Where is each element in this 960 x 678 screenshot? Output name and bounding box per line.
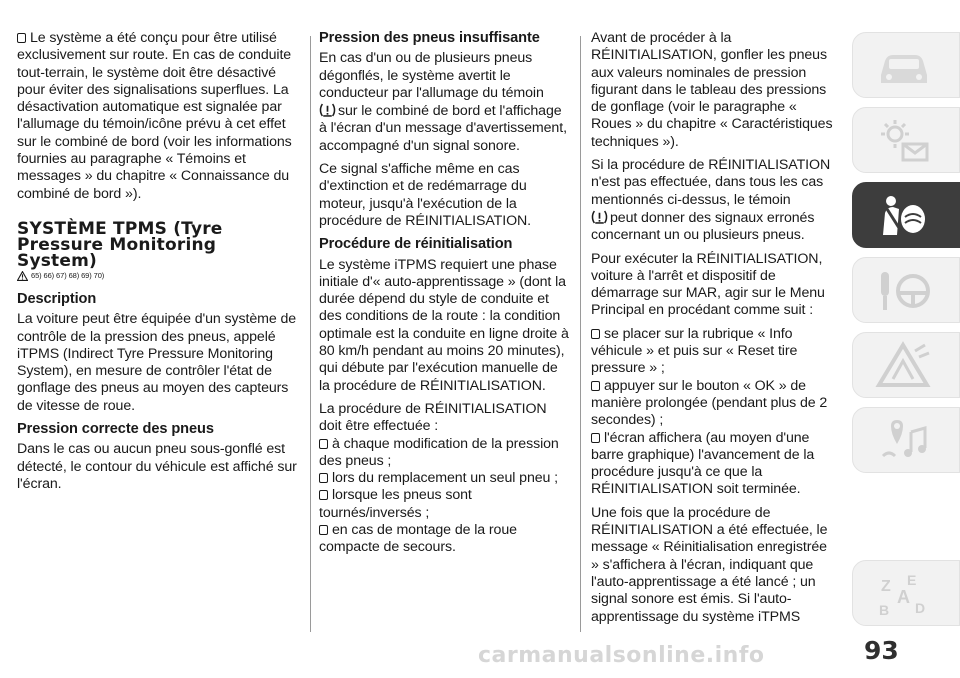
refs-text: 65) 66) 67) 68) 69) 70)	[31, 270, 105, 280]
chapter-tab-starting[interactable]	[852, 257, 960, 323]
chapter-tab-dashboard[interactable]	[852, 107, 960, 173]
column-3	[591, 30, 834, 632]
reinit-heading: Procédure de réinitialisation	[319, 236, 513, 253]
car-icon	[875, 41, 933, 91]
section-title: SYSTÈME TPMS (Tyre Pressure Monitoring System)	[17, 218, 223, 271]
chapter-tab-index[interactable]	[852, 560, 960, 626]
reinit-text: Le système iTPMS requiert une phase initiale d'« auto-apprentissage » (dont la durée dépend du style de conduite et des conditions de la route : la condition optimale est la conduite en ligne droite à 80 km/h pendant au moins 20 minutes), qui débute par l'exécution manuelle de la procédure de RÉINITIALISATION.	[319, 256, 569, 394]
alphabet-index-icon	[875, 569, 933, 619]
signal-text: Ce signal s'affiche même en cas d'extinction et de redémarrage du moteur, jusqu'à l'exécution de la procédure de RÉINITIALISATION.	[319, 161, 531, 229]
svg-text:Z: Z	[881, 578, 891, 595]
list-item: lorsque les pneus sont tournés/inversés ;	[319, 487, 472, 521]
warning-triangle-icon	[875, 341, 933, 391]
chapter-tab-safety[interactable]	[852, 182, 960, 248]
correct-pressure-text: Dans le cas ou aucun pneu sous-gonflé est détecté, le contour du véhicule est affiché sur l'écran.	[17, 441, 297, 492]
column-divider	[310, 36, 311, 632]
bullet-box-icon	[17, 33, 26, 43]
svg-text:A: A	[897, 587, 910, 607]
bullet-box-icon	[591, 433, 600, 443]
bullet-box-icon	[319, 439, 328, 449]
execute-text: Pour exécuter la RÉINITIALISATION, voiture à l'arrêt et dispositif de démarrage sur MAR, agir sur le Menu Principal en procédant comme suit :	[591, 250, 825, 319]
description-text: La voiture peut être équipée d'un système de contrôle de la pression des pneus, appelé iTPMS (Indirect Tyre Pressure Monitoring System), en mesure de contrôler l'état de gonflage des pneus au moyen des capteurs de vitesse de roue.	[17, 311, 297, 414]
chapter-sidebar	[848, 32, 960, 626]
list-item: appuyer sur le bouton « OK » de manière prolongée (pendant plus de 2 secondes) ;	[591, 377, 828, 429]
bullet-box-icon	[319, 525, 328, 535]
description-heading: Description	[17, 290, 97, 307]
chapter-tab-multimedia[interactable]	[852, 407, 960, 473]
bullet-box-icon	[319, 490, 328, 500]
svg-text:B: B	[879, 602, 890, 618]
after-text: Une fois que la procédure de RÉINITIALISATION a été effectuée, le message « Réinitialisation enregistrée » s'affichera à l'écran, indiquant que l'auto-apprentissage a été lancé ; un signal sonore est émis. Si l'auto-apprentissage du système iTPMS	[591, 504, 828, 625]
dashboard-lights-icon	[875, 116, 933, 166]
watermark: carmanualsonline.info	[478, 643, 765, 668]
chapter-tab-car[interactable]	[852, 32, 960, 98]
bullet-box-icon	[591, 381, 600, 391]
intro-paragraph	[17, 30, 300, 203]
svg-text:E: E	[907, 572, 917, 588]
list-item: en cas de montage de la roue compacte de secours.	[319, 522, 517, 556]
list-item: lors du remplacement un seul pneu ;	[319, 470, 569, 487]
key-steering-icon	[875, 266, 933, 316]
page-number: 93	[864, 636, 899, 665]
tyre-pressure-warning-icon	[319, 102, 336, 118]
when-text: La procédure de RÉINITIALISATION doit être effectuée :	[319, 400, 547, 435]
intro-text: Le système a été conçu pour être utilisé exclusivement sur route. En cas de conduite tout-terrain, le système doit être désactivé pour éviter des signalisations superflues. La désactivation automatique est signalée par l'allumage du témoin/icône prévu à cet effet sur le combiné de bord (voir les informations fournies au paragraphe « Témoins et messages » du chapitre « Connaissance du combiné de bord »).	[17, 30, 292, 202]
chapter-tab-emergency[interactable]	[852, 332, 960, 398]
warning-triangle-icon	[17, 271, 28, 281]
tyre-pressure-warning-icon	[591, 209, 608, 225]
before-text: Avant de procéder à la RÉINITIALISATION, gonfler les pneus aux valeurs nominales de pression figurant dans le tableau des pressions de gonflage (voir le paragraphe « Roues » du chapitre « Caractéristiques techniques »).	[591, 30, 833, 150]
insufficient-pressure-text: En cas d'un ou de plusieurs pneus dégonflés, le système avertit le conducteur par l'allumage du témoin sur le combiné de bord et l'affichage à l'écran d'un message d'avertissement, accompagné d'un signal sonore.	[319, 50, 567, 154]
seatbelt-airbag-icon	[875, 191, 933, 241]
column-divider	[580, 36, 581, 632]
bullet-box-icon	[591, 329, 600, 339]
section-refs	[17, 271, 300, 281]
list-item: se placer sur la rubrique « Info véhicule » et puis sur « Reset tire pressure » ;	[591, 325, 798, 377]
column-1	[17, 30, 300, 499]
not-done-text: Si la procédure de RÉINITIALISATION n'est pas effectuée, dans tous les cas mentionnés ci-dessus, le témoin peut donner des signaux erronés concernant un ou plusieurs pneus.	[591, 157, 831, 244]
correct-pressure-heading: Pression correcte des pneus	[17, 421, 214, 438]
multimedia-icon	[875, 416, 933, 466]
list-item: à chaque modification de la pression des pneus ;	[319, 435, 559, 469]
svg-text:D: D	[915, 600, 926, 616]
list-item: l'écran affichera (au moyen d'une barre graphique) l'avancement de la procédure jusqu'à ce que la RÉINITIALISATION soit terminée.	[591, 429, 815, 498]
bullet-box-icon	[319, 473, 328, 483]
column-2	[319, 30, 569, 557]
insufficient-pressure-heading: Pression des pneus insuffisante	[319, 30, 540, 46]
